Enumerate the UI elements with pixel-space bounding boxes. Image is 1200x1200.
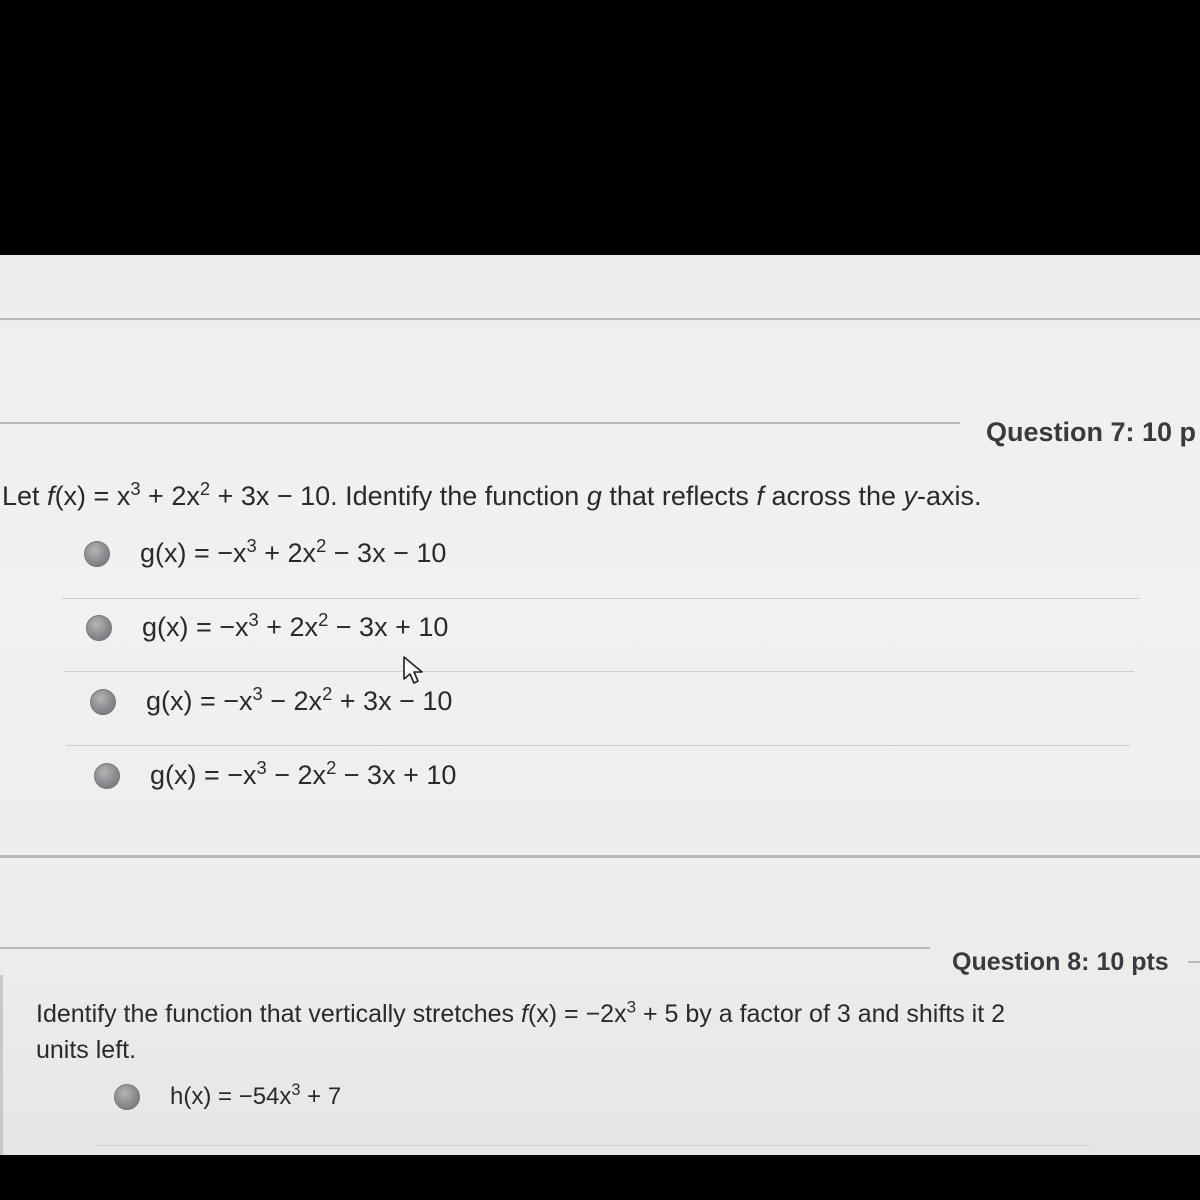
stem-text: (x) = x xyxy=(54,481,131,511)
option-text: − 3x + 10 xyxy=(336,760,457,790)
question-border xyxy=(0,975,3,1155)
option-exponent: 3 xyxy=(256,756,267,778)
option-exponent: 3 xyxy=(252,682,263,704)
option-text: − 2x xyxy=(266,760,327,790)
answer-option-4[interactable] xyxy=(94,756,457,791)
option-text: g(x) = −x xyxy=(146,686,253,716)
stem-axis: y xyxy=(903,481,917,511)
radio-button[interactable] xyxy=(94,763,120,789)
option-text: h(x) = −54x xyxy=(170,1083,292,1110)
stem-exponent: 3 xyxy=(626,997,637,1017)
stem-text: + 5 by a factor of 3 and shifts it 2 xyxy=(636,1000,1006,1028)
stem-exponent: 3 xyxy=(130,477,141,499)
option-divider xyxy=(64,671,1134,672)
stem-text: Let xyxy=(2,481,48,511)
option-text: g(x) = −x xyxy=(140,538,247,568)
stem-g: g xyxy=(586,481,602,511)
option-exponent: 2 xyxy=(326,756,337,778)
option-label xyxy=(146,682,453,717)
stem-text: Identify the function that vertically stretches xyxy=(36,1000,521,1028)
option-divider xyxy=(96,1145,1090,1146)
radio-button[interactable] xyxy=(84,541,110,567)
stem-f: f xyxy=(47,481,55,511)
option-exponent: 2 xyxy=(322,682,333,704)
stem-text: (x) = −2x xyxy=(527,1000,627,1028)
answer-option-1[interactable] xyxy=(114,1083,341,1111)
option-text: + 2x xyxy=(256,538,317,568)
option-exponent: 3 xyxy=(291,1081,301,1100)
option-exponent: 3 xyxy=(248,608,259,630)
stem-text: + 2x xyxy=(140,481,200,511)
option-label xyxy=(170,1083,341,1111)
question-8-header-rule xyxy=(0,947,930,949)
section-divider xyxy=(0,855,1200,858)
question-7-header-rule xyxy=(0,422,960,424)
option-label xyxy=(150,756,457,791)
option-text: + 2x xyxy=(258,612,319,642)
answer-option-2[interactable] xyxy=(86,608,449,643)
quiz-screen xyxy=(0,255,1200,1155)
option-text: − 3x − 10 xyxy=(326,538,447,568)
stem-exponent: 2 xyxy=(199,477,211,499)
option-text: + 7 xyxy=(300,1083,342,1110)
stem-text: across the xyxy=(763,481,904,511)
question-7-header: Question 7: 10 p xyxy=(986,417,1197,447)
stem-text: + 3x − 10. Identify the function xyxy=(210,481,587,511)
option-exponent: 2 xyxy=(316,534,327,556)
radio-button[interactable] xyxy=(114,1084,140,1110)
question-7-stem xyxy=(2,477,982,512)
option-divider xyxy=(66,745,1130,746)
mouse-cursor-icon xyxy=(400,655,430,689)
stem-line-1 xyxy=(36,996,1005,1032)
option-label xyxy=(140,534,447,569)
answer-option-3[interactable] xyxy=(90,682,453,717)
option-text: − 2x xyxy=(262,686,323,716)
option-label xyxy=(142,608,449,643)
stem-text: that reflects xyxy=(601,481,757,511)
stem-f: f xyxy=(756,481,764,511)
option-divider xyxy=(62,598,1140,599)
answer-option-1[interactable] xyxy=(84,534,447,569)
option-text: g(x) = −x xyxy=(150,760,257,790)
question-8-stem xyxy=(36,996,1005,1068)
option-exponent: 3 xyxy=(246,534,257,556)
question-8-header-rule-right xyxy=(1188,961,1200,963)
option-text: − 3x + 10 xyxy=(328,612,449,642)
stem-text: -axis. xyxy=(917,481,982,511)
radio-button[interactable] xyxy=(86,615,112,641)
option-text: g(x) = −x xyxy=(142,612,249,642)
divider xyxy=(0,318,1200,320)
option-text: + 3x − 10 xyxy=(332,686,453,716)
question-8-header: Question 8: 10 pts xyxy=(952,948,1169,976)
stem-f: f xyxy=(520,1000,528,1028)
option-exponent: 2 xyxy=(318,608,329,630)
stem-line-2: units left. xyxy=(36,1036,137,1064)
radio-button[interactable] xyxy=(90,689,116,715)
